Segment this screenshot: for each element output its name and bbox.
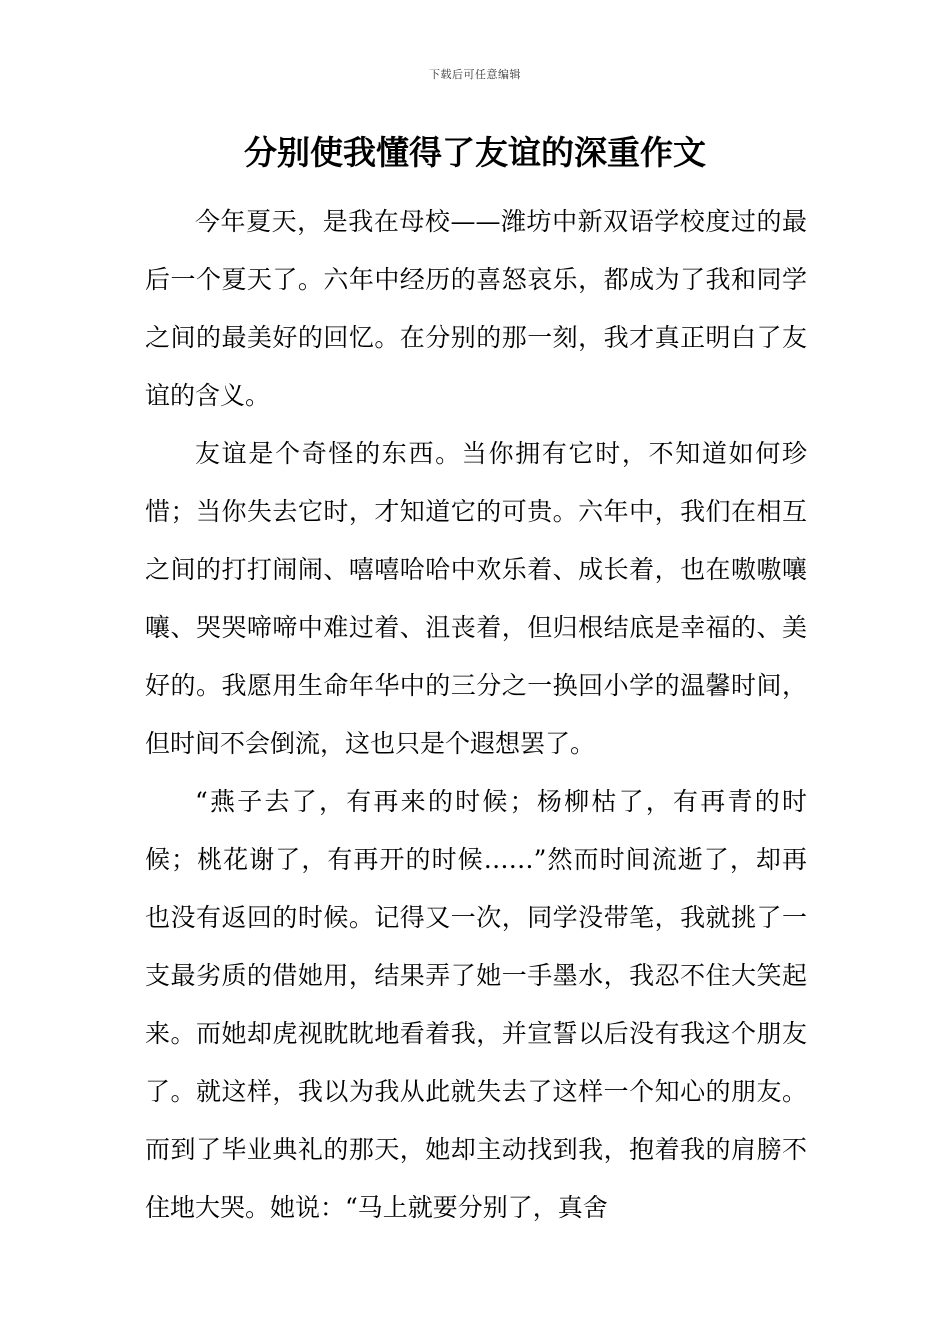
document-body — [145, 193, 807, 1237]
paragraph: “燕子去了，有再来的时候；杨柳枯了，有再青的时候；桃花谢了，有再开的时候……”然而时间流逝了，却再也没有返回的时候。记得又一次，同学没带笔，我就挑了一支最劣质的借她用，结果弄了她一手墨水，我忍不住大笑起来。而她却虎视眈眈地看着我，并宣誓以后没有我这个朋友了。就这样，我以为我从此就失去了这样一个知心的朋友。而到了毕业典礼的那天，她却主动找到我，抱着我的肩膀不住地大哭。她说：“马上就要分别了，真舍 — [145, 787, 807, 1222]
paragraph: 友谊是个奇怪的东西。当你拥有它时，不知道如何珍惜；当你失去它时，才知道它的可贵。六年中，我们在相互之间的打打闹闹、嘻嘻哈哈中欢乐着、成长着，也在嗷嗷嚷嚷、哭哭啼啼中难过着、沮丧着，但归根结底是幸福的、美好的。我愿用生命年华中的三分之一换回小学的温馨时间，但时间不会倒流，这也只是个遐想罢了。 — [145, 439, 807, 758]
paragraph: 今年夏天，是我在母校——潍坊中新双语学校度过的最后一个夏天了。六年中经历的喜怒哀乐，都成为了我和同学之间的最美好的回忆。在分别的那一刻，我才真正明白了友谊的含义。 — [145, 207, 807, 410]
header-note: 下载后可任意编辑 — [429, 68, 521, 81]
document-title: 分别使我懂得了友谊的深重作文 — [244, 133, 706, 172]
